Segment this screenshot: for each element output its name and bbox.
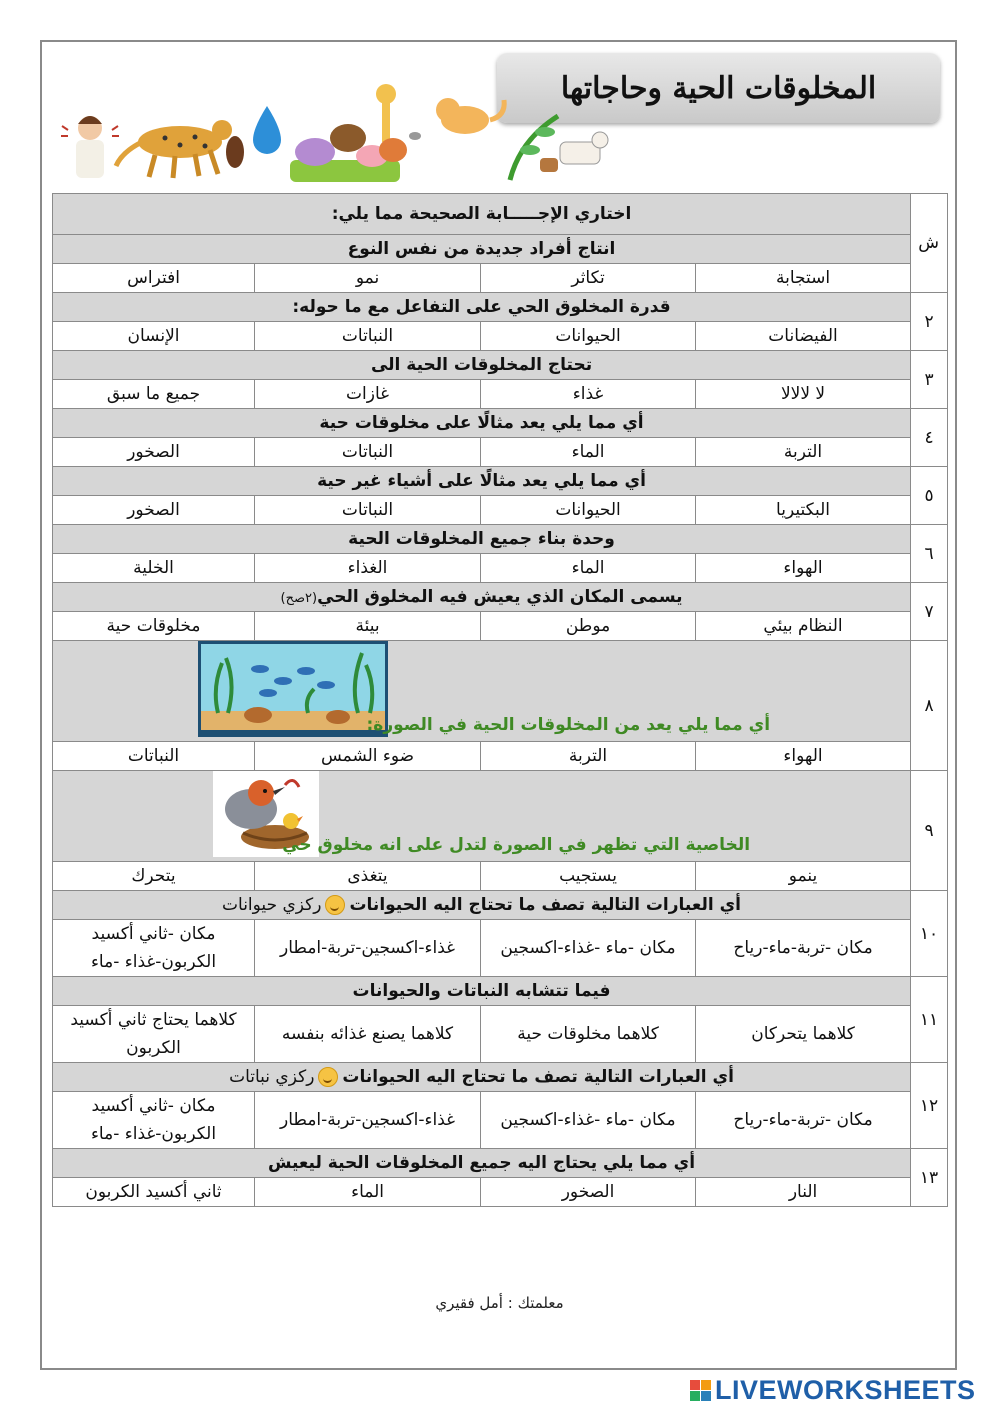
logo-blocks-icon [690,1380,711,1401]
answer-option[interactable]: مكان -ماء -غذاء-اكسجين [481,920,696,977]
answer-option[interactable]: الصخور [481,1178,696,1207]
question-text: أي العبارات التالية تصف ما تحتاج اليه الحيوانات [349,895,741,915]
question-number: ٩ [911,771,948,891]
answer-option[interactable]: ضوء الشمس [255,742,481,771]
question-table-body [53,194,948,1207]
answer-option[interactable]: النباتات [255,496,481,525]
question-number: ٢ [911,293,948,351]
question-text: أي مما يلي يعد مثالًا على أشياء غير حية [317,471,646,491]
answer-option[interactable]: الماء [255,1178,481,1207]
logo-text: LIVEWORKSHEETS [715,1374,976,1405]
answer-option[interactable]: مكان -ثاني أكسيد الكربون-غذاء -ماء [53,920,255,977]
answer-option[interactable]: مكان -ماء -غذاء-اكسجين [481,1092,696,1149]
options-row [53,264,948,293]
question-cell [53,1063,911,1092]
answer-option[interactable]: الهواء [696,554,911,583]
answer-option[interactable]: النباتات [255,322,481,351]
answer-option[interactable]: كلاهما يحتاج ثاني أكسيد الكربون [53,1006,255,1063]
answer-option[interactable]: التربة [696,438,911,467]
question-row [53,1063,948,1092]
question-text: تحتاج المخلوقات الحية الى [370,355,593,375]
smiling-face-icon [318,1067,338,1087]
answer-option[interactable]: مكان -تربة-ماء-رياح [696,920,911,977]
answer-option[interactable]: الغذاء [255,554,481,583]
animals-banner-illustration [60,80,620,188]
person-sneezing-illustration [61,116,119,178]
options-row [53,742,948,771]
question-row [53,235,948,264]
question-row [53,525,948,554]
question-number: ٦ [911,525,948,583]
options-row [53,554,948,583]
options-row [53,612,948,641]
question-cell [53,977,911,1006]
answer-option[interactable]: التربة [481,742,696,771]
answer-option[interactable]: تكاثر [481,264,696,293]
question-row [53,891,948,920]
question-number: ٨ [911,641,948,771]
answer-option[interactable]: مخلوقات حية [53,612,255,641]
question-number: ٤ [911,409,948,467]
options-row [53,1092,948,1149]
farm-animals-illustration [290,84,407,182]
page-title: المخلوقات الحية وحاجاتها [560,70,877,106]
vine-cow-calf-illustration [510,116,608,180]
question-row [53,583,948,612]
question-text: أي مما يلي يحتاج اليه جميع المخلوقات الحية ليعيش [267,1153,696,1173]
options-row [53,438,948,467]
question-number: ١٢ [911,1063,948,1149]
answer-option[interactable]: النظام بيئي [696,612,911,641]
answer-option[interactable]: كلاهما يصنع غذائه بنفسه [255,1006,481,1063]
question-cell [53,409,911,438]
answer-option[interactable]: بيئة [255,612,481,641]
answer-option[interactable]: النباتات [53,742,255,771]
question-text: وحدة بناء جميع المخلوقات الحية [348,529,615,549]
options-row [53,1006,948,1063]
answer-option[interactable]: الهواء [696,742,911,771]
question-with-image [53,771,911,862]
answer-option[interactable]: استجابة [696,264,911,293]
answer-option[interactable]: افتراس [53,264,255,293]
answer-option[interactable]: النار [696,1178,911,1207]
answer-option[interactable]: غازات [255,380,481,409]
answer-option[interactable]: مكان -تربة-ماء-رياح [696,1092,911,1149]
question-row [53,977,948,1006]
options-row [53,496,948,525]
answer-option[interactable]: البكتيريا [696,496,911,525]
instruction-row [53,194,948,235]
question-number-header: ش [911,194,948,293]
aquarium-image [198,641,388,737]
question-row [53,409,948,438]
question-hint: ركزي نباتات [229,1067,315,1087]
water-drop-icon [253,106,281,154]
question-cell [53,351,911,380]
question-row [53,1149,948,1178]
answer-option[interactable]: يتغذى [255,862,481,891]
answer-option[interactable]: الإنسان [53,322,255,351]
teacher-signature: معلمتك : أمل فقيري [435,1294,564,1312]
answer-option[interactable]: كلاهما يتحركان [696,1006,911,1063]
options-row [53,862,948,891]
question-cell [53,1149,911,1178]
answer-option[interactable]: الصخور [53,496,255,525]
question-cell [53,525,911,554]
options-row [53,1178,948,1207]
answer-option[interactable]: ينمو [696,862,911,891]
question-text: أي مما يلي يعد مثالًا على مخلوقات حية [319,413,644,433]
answer-option[interactable]: غذاء-اكسجين-تربة-امطار [255,920,481,977]
question-note: (٢صح) [280,591,318,606]
question-text: يسمى المكان الذي يعيش فيه المخلوق الحي [317,587,683,607]
answer-option[interactable]: نمو [255,264,481,293]
question-text: الخاصية التي تظهر في الصورة لتدل على انه مخلوق حي [282,835,751,855]
smiling-face-icon [325,895,345,915]
question-text: قدرة المخلوق الحي على التفاعل مع ما حوله: [292,297,671,317]
answer-option[interactable]: يتحرك [53,862,255,891]
answer-option[interactable]: الماء [481,554,696,583]
options-row [53,380,948,409]
answer-option[interactable]: النباتات [255,438,481,467]
answer-option[interactable]: كلاهما مخلوقات حية [481,1006,696,1063]
question-row [53,351,948,380]
answer-option[interactable]: غذاء-اكسجين-تربة-امطار [255,1092,481,1149]
answer-option[interactable]: غذاء [481,380,696,409]
answer-option[interactable]: الصخور [53,438,255,467]
question-cell [53,235,911,264]
question-text: فيما تتشابه النباتات والحيوانات [352,981,611,1001]
question-cell [53,467,911,496]
answer-option[interactable]: جميع ما سبق [53,380,255,409]
question-hint: ركزي حيوانات [222,895,322,915]
answer-option[interactable]: يستجيب [481,862,696,891]
answer-option[interactable]: الفيضانات [696,322,911,351]
answer-option[interactable]: موطن [481,612,696,641]
question-text: أي مما يلي يعد من المخلوقات الحية في الصورة: [366,715,771,735]
cat-and-mouse-illustration [409,98,504,140]
question-number: ١١ [911,977,948,1063]
question-text: أي العبارات التالية تصف ما تحتاج اليه الحيوانات [342,1067,734,1087]
question-row [53,293,948,322]
options-row [53,322,948,351]
instruction-text: اختاري الإجـــــابة الصحيحة مما يلي: [53,194,911,235]
cheetah-illustration [116,120,244,178]
answer-option[interactable]: مكان -ثاني أكسيد الكربون-غذاء -ماء [53,1092,255,1149]
answer-option[interactable]: الماء [481,438,696,467]
question-number: ٣ [911,351,948,409]
question-cell [53,293,911,322]
answer-option[interactable]: الحيوانات [481,496,696,525]
question-row [53,771,948,862]
answer-option[interactable]: لا لالالا [696,380,911,409]
answer-option[interactable]: الخلية [53,554,255,583]
question-number: ١٠ [911,891,948,977]
answer-option[interactable]: ثاني أكسيد الكربون [53,1178,255,1207]
question-number: ٥ [911,467,948,525]
question-row [53,467,948,496]
liveworksheets-logo [690,1375,976,1405]
question-with-image [53,641,911,742]
question-cell [53,891,911,920]
question-number: ٧ [911,583,948,641]
question-row [53,641,948,742]
question-number: ١٣ [911,1149,948,1207]
answer-option[interactable]: الحيوانات [481,322,696,351]
question-text: انتاج أفراد جديدة من نفس النوع [347,239,616,259]
options-row [53,920,948,977]
question-table [52,193,948,1207]
question-cell [53,583,911,612]
